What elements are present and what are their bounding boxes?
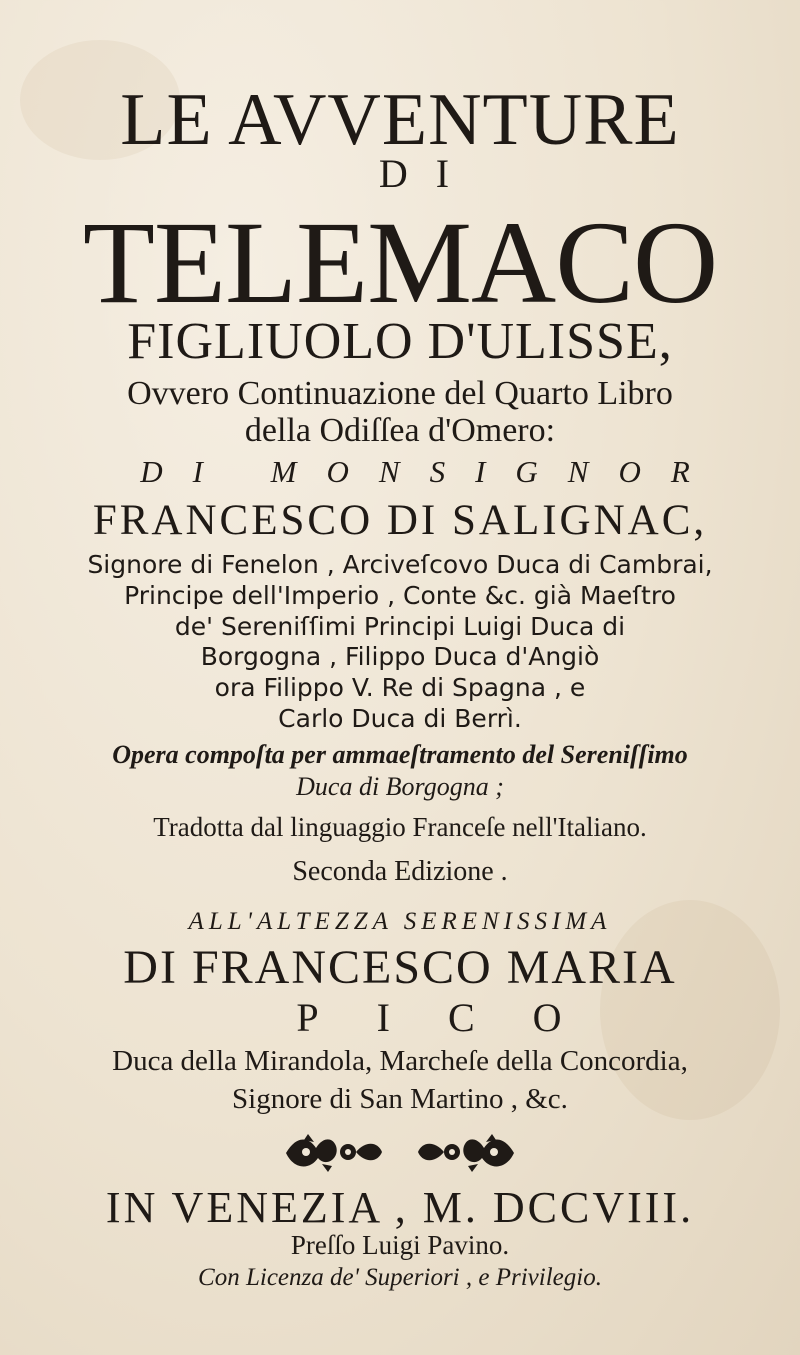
printer-fleuron-icon <box>412 1128 522 1178</box>
fleuron-ornament <box>0 1128 800 1178</box>
author-titles-line: Borgogna , Filippo Duca d'Angiò <box>200 642 600 671</box>
author-titles-line: Carlo Duca di Berrì. <box>278 704 522 733</box>
work-description: Duca di Borgogna ; <box>296 772 504 801</box>
printer-fleuron-icon <box>278 1128 388 1178</box>
author-titles-line: Principe dell'Imperio , Conte &c. già Maeſtro <box>124 581 676 610</box>
main-title-line-1: LE AVVENTURE <box>120 79 680 161</box>
author-name: FRANCESCO DI SALIGNAC, <box>92 497 708 544</box>
subtitle-line: della Odiſſea d'Omero: <box>244 412 556 449</box>
author-titles-line: Signore di Fenelon , Arciveſcovo Duca di Cambrai, <box>87 550 713 579</box>
dedication-heading: ALL'ALTEZZA SERENISSIMA <box>188 908 612 935</box>
main-title-line-3: TELEMACO <box>82 197 718 328</box>
imprint-printer: Preſſo Luigi Pavino. <box>290 1230 510 1260</box>
author-prefix: DI MONSIGNOR <box>140 454 720 489</box>
subtitle-line: Ovvero Continuazione del Quarto Libro <box>127 375 673 412</box>
work-description: Opera compoſta per ammaeſtramento del Sereniſſimo <box>112 740 688 769</box>
dedicatee-titles: Duca della Mirandola, Marcheſe della Concordia, <box>112 1045 688 1077</box>
translation-note: Tradotta dal linguaggio Franceſe nell'Italiano. <box>153 812 647 842</box>
dedicatee-titles: Signore di San Martino , &c. <box>232 1083 568 1115</box>
edition-note: Seconda Edizione . <box>292 856 508 887</box>
author-titles-line: de' Sereniſſimi Principi Luigi Duca di <box>174 612 626 641</box>
subtitle-line: FIGLIUOLO D'ULISSE, <box>127 313 673 370</box>
imprint-license: Con Licenza de' Superiori , e Privilegio. <box>198 1264 602 1291</box>
imprint-place-date: IN VENEZIA , M. DCCVIII. <box>105 1183 695 1232</box>
dedicatee-name: DI FRANCESCO MARIA <box>123 941 677 994</box>
dedicatee-surname: PICO <box>296 995 620 1040</box>
main-title-line-2: DI <box>378 151 478 196</box>
author-titles-line: ora Filippo V. Re di Spagna , e <box>214 673 586 702</box>
